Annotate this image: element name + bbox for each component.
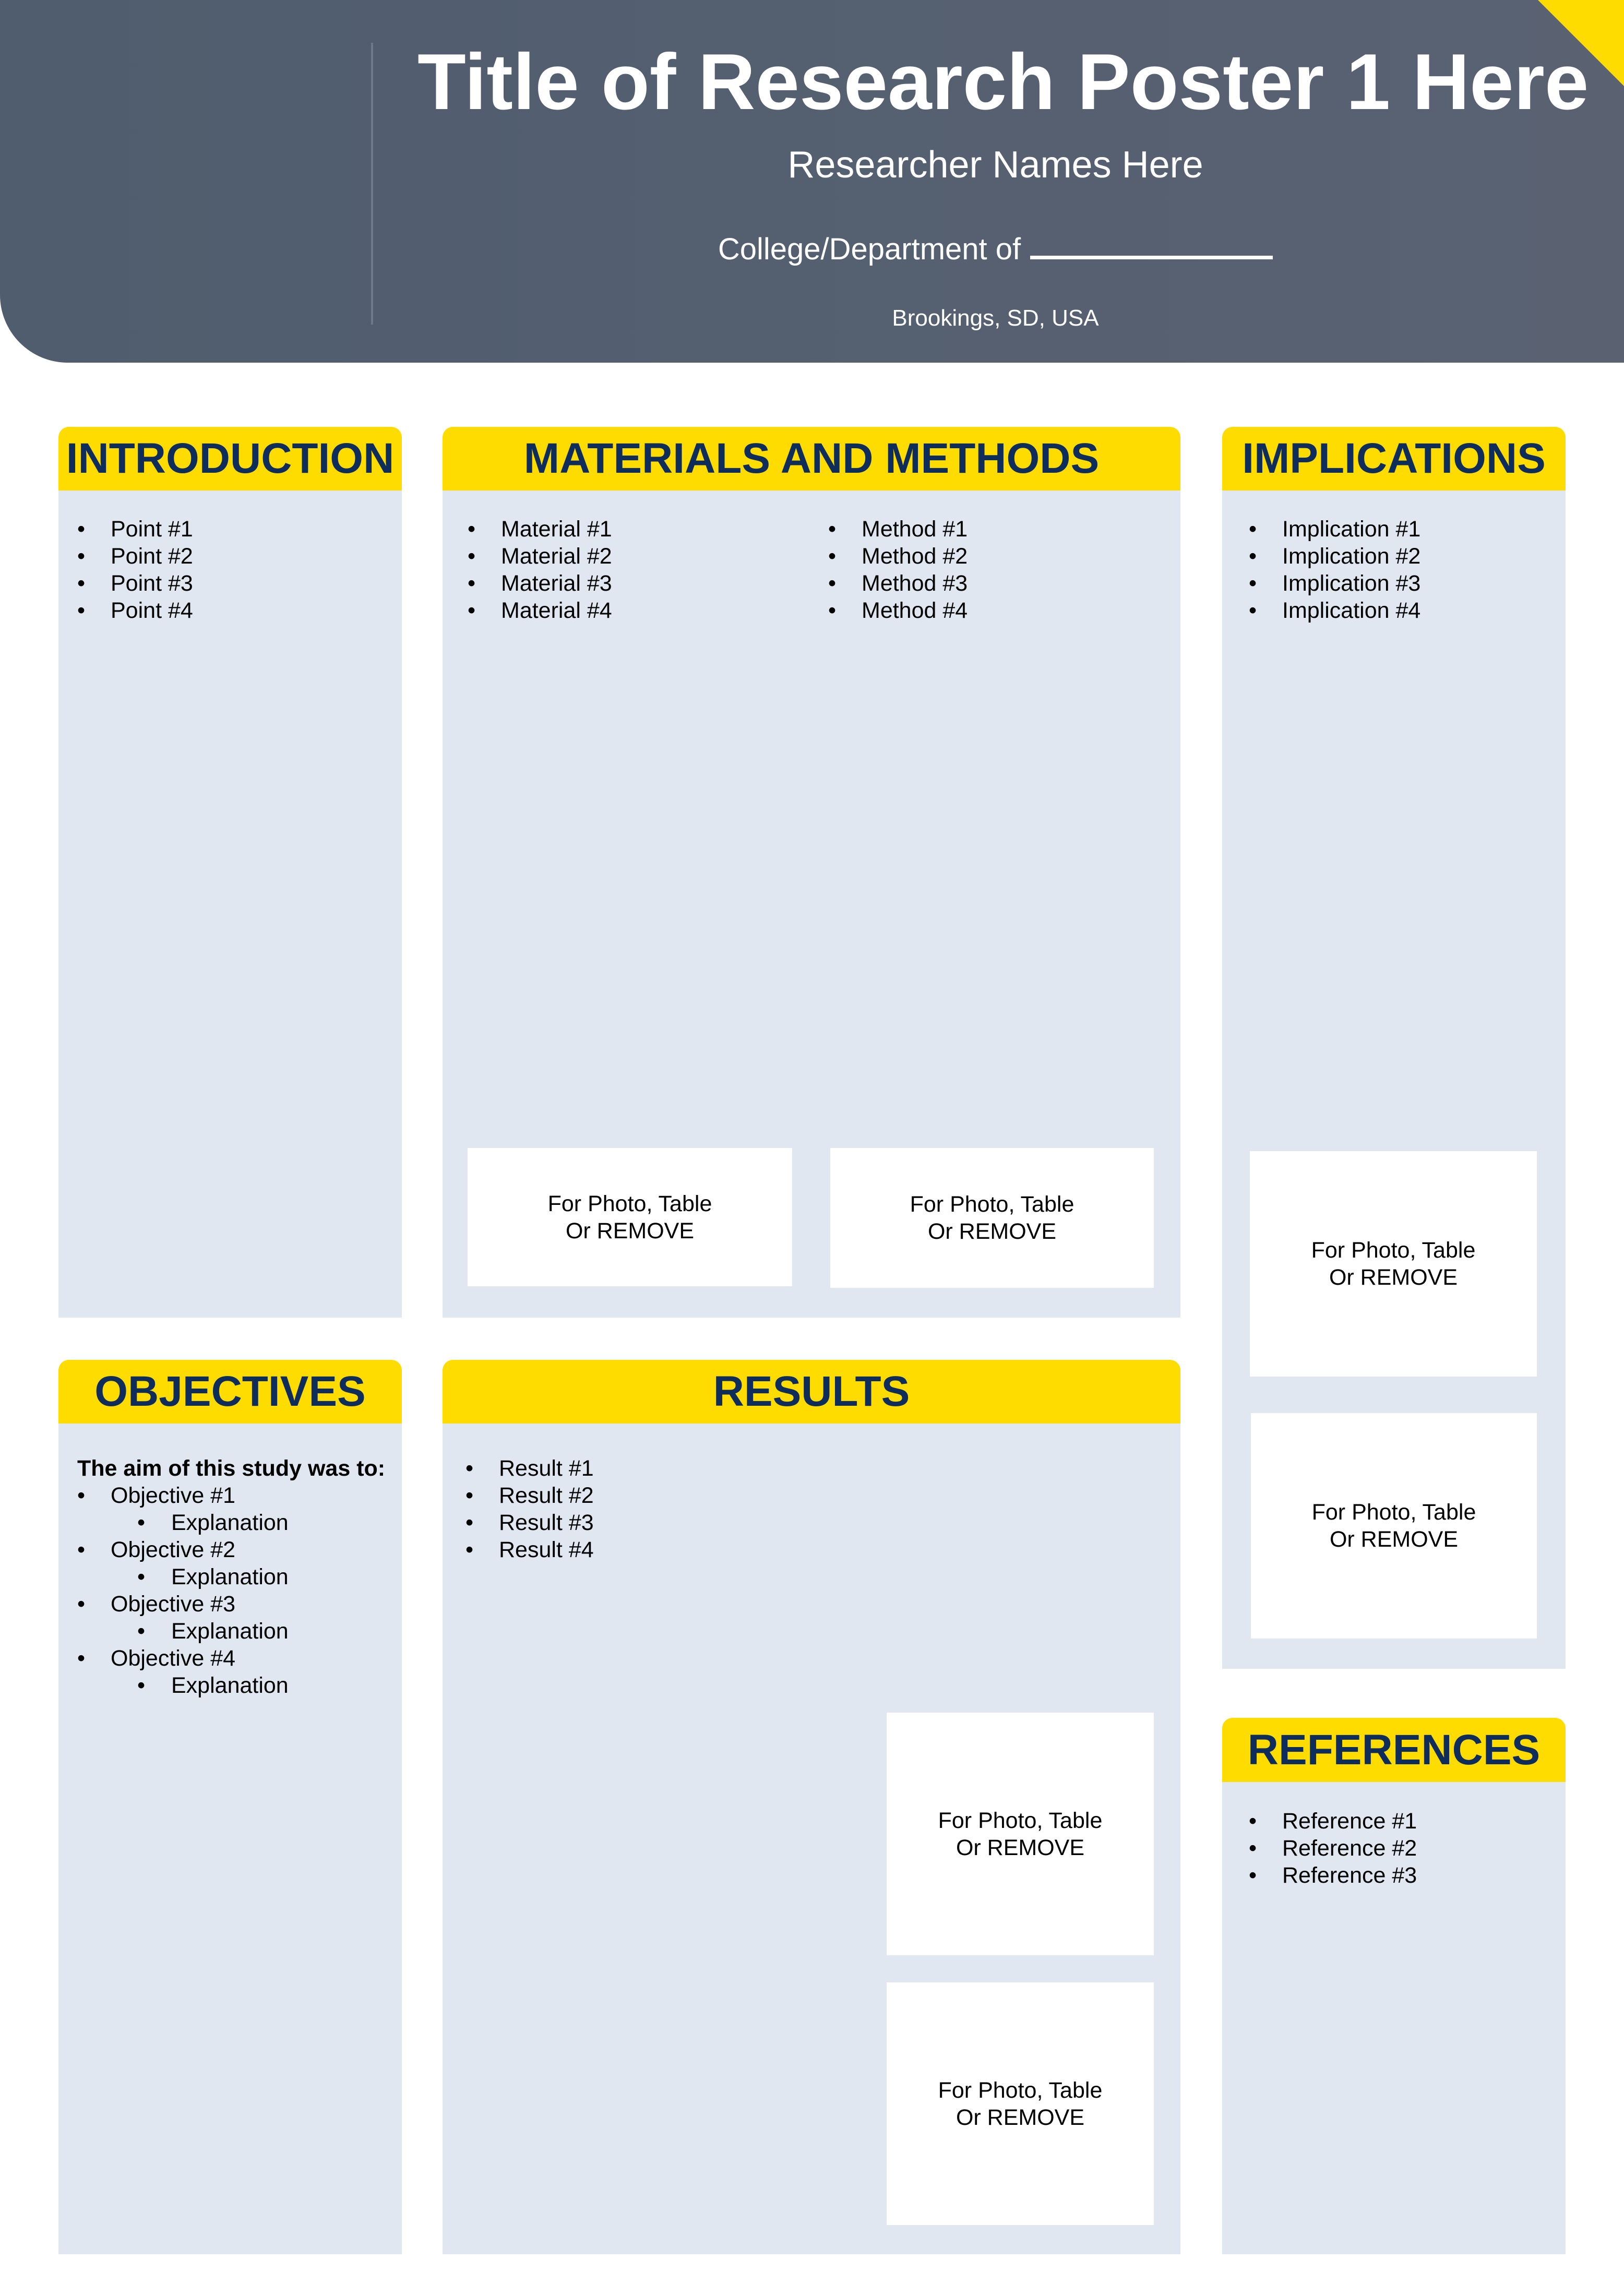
implications-photo-placeholder <box>1251 1413 1537 1639</box>
list-item: • Material #2 <box>468 543 612 570</box>
list-subitem: • Explanation <box>77 1563 289 1591</box>
list-item: • Reference #1 <box>1249 1808 1417 1835</box>
list-item: • Result #3 <box>465 1509 594 1536</box>
logo-divider <box>371 43 373 325</box>
list-item: • Method #3 <box>828 570 968 597</box>
list-item: • Material #3 <box>468 570 612 597</box>
placeholder-line: For Photo, Table <box>547 1191 712 1216</box>
department-label: College/Department of <box>718 232 1021 266</box>
list-item: • Reference #3 <box>1249 1862 1417 1889</box>
list-subitem: • Explanation <box>77 1618 289 1645</box>
list-item: • Material #4 <box>468 597 612 624</box>
introduction-heading: INTRODUCTION <box>58 427 402 491</box>
placeholder-line: Or REMOVE <box>1329 1265 1458 1290</box>
list-item: • Implication #4 <box>1249 597 1420 624</box>
list-item: • Objective #3 <box>77 1591 289 1618</box>
list-item: • Method #1 <box>828 516 968 543</box>
list-item: • Point #3 <box>77 570 193 597</box>
list-item: • Result #1 <box>465 1455 594 1482</box>
list-item: • Implication #1 <box>1249 516 1420 543</box>
placeholder-line: Or REMOVE <box>1329 1527 1459 1552</box>
results-list <box>465 1455 594 1563</box>
objectives-aim: The aim of this study was to: <box>77 1456 386 1481</box>
list-item: • Material #1 <box>468 516 612 543</box>
placeholder-line: For Photo, Table <box>938 2077 1103 2103</box>
location: Brookings, SD, USA <box>892 305 1099 331</box>
list-item: • Implication #2 <box>1249 543 1420 570</box>
list-item: • Point #1 <box>77 516 193 543</box>
placeholder-line: For Photo, Table <box>1311 1238 1476 1263</box>
placeholder-line: For Photo, Table <box>1311 1500 1476 1525</box>
list-item: • Result #4 <box>465 1536 594 1563</box>
list-item: • Objective #4 <box>77 1645 289 1672</box>
results-photo-placeholder <box>887 1713 1154 1955</box>
list-subitem: • Explanation <box>77 1672 289 1699</box>
implications-photo-placeholder <box>1250 1151 1537 1377</box>
materials-list <box>468 516 612 624</box>
placeholder-line: For Photo, Table <box>938 1808 1103 1833</box>
list-item: • Method #4 <box>828 597 968 624</box>
materials-methods-heading: MATERIALS AND METHODS <box>443 427 1180 491</box>
department-blank <box>1030 230 1273 259</box>
placeholder-line: Or REMOVE <box>956 1835 1085 1860</box>
list-item: • Point #4 <box>77 597 193 624</box>
list-item: • Implication #3 <box>1249 570 1420 597</box>
methods-photo-placeholder <box>830 1148 1154 1288</box>
researcher-names: Researcher Names Here <box>787 144 1203 186</box>
list-item: • Objective #1 <box>77 1482 289 1509</box>
placeholder-line: For Photo, Table <box>910 1192 1074 1217</box>
placeholder-line: Or REMOVE <box>956 2104 1085 2130</box>
objectives-list <box>77 1482 289 1699</box>
results-photo-placeholder <box>887 1982 1154 2225</box>
header-banner <box>0 0 1624 363</box>
implications-list <box>1249 516 1420 624</box>
placeholder-line: Or REMOVE <box>927 1219 1057 1244</box>
introduction-list <box>77 516 193 624</box>
placeholder-line: Or REMOVE <box>565 1218 695 1243</box>
list-item: • Objective #2 <box>77 1536 289 1563</box>
list-item: • Point #2 <box>77 543 193 570</box>
list-item: • Result #2 <box>465 1482 594 1509</box>
materials-photo-placeholder <box>468 1148 792 1286</box>
implications-heading: IMPLICATIONS <box>1222 427 1566 491</box>
list-item: • Method #2 <box>828 543 968 570</box>
objectives-heading: OBJECTIVES <box>58 1360 402 1424</box>
department-line <box>417 230 1573 267</box>
results-heading: RESULTS <box>443 1360 1180 1424</box>
poster-title: Title of Research Poster 1 Here <box>417 38 1589 126</box>
list-subitem: • Explanation <box>77 1509 289 1536</box>
references-heading: REFERENCES <box>1222 1718 1566 1782</box>
methods-list <box>828 516 968 624</box>
references-list <box>1249 1808 1417 1889</box>
list-item: • Reference #2 <box>1249 1835 1417 1862</box>
